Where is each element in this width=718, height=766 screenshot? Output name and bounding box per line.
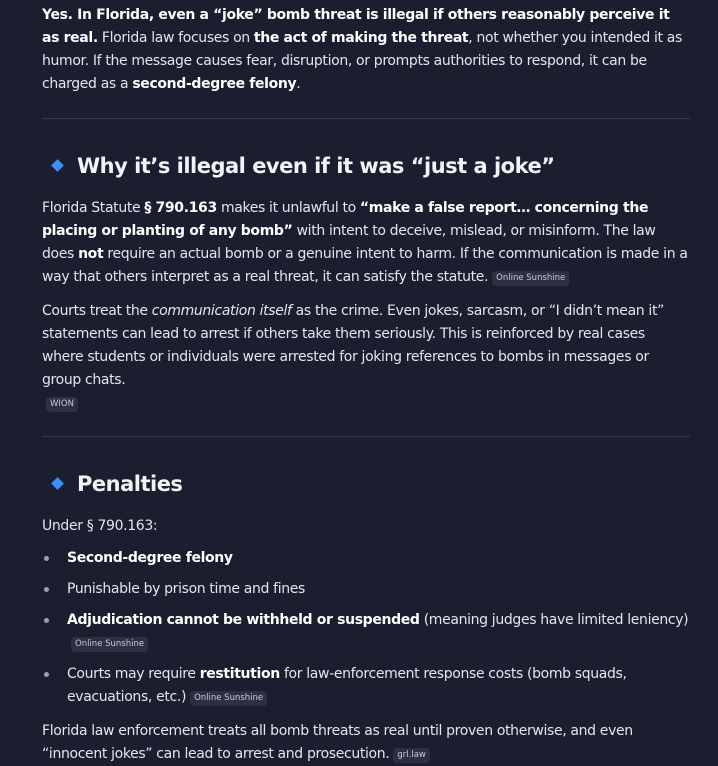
diamond-icon: [51, 477, 64, 490]
source-citation-badge[interactable]: Online Sunshine: [492, 271, 569, 286]
response-content: [42, 0, 690, 766]
source-citation-badge[interactable]: grl.law: [393, 748, 429, 763]
penalties-intro: Under § 790.163:: [42, 518, 158, 534]
section-heading: Why it’s illegal even if it was “just a joke”: [42, 152, 690, 180]
source-citation-badge[interactable]: Online Sunshine: [190, 691, 267, 706]
section-divider: [42, 118, 690, 119]
courts-paragraph: Courts treat the communication itself as the crime. Even jokes, sarcasm, or “I didn’t mean it” statements can lead to arrest if others take them seriously. This is reinforced by real cases where students or individuals were arrested for joking references to bombs in messages or group chats. WION: [42, 300, 690, 415]
penalties-list: [42, 547, 690, 709]
list-item: Adjudication cannot be withheld or suspended (meaning judges have limited leniency) Online Sunshine: [42, 609, 690, 655]
bullet-icon: [44, 672, 49, 677]
bullet-icon: [44, 587, 49, 592]
intro-lead: Yes. In Florida, even a “joke” bomb threat is illegal if others reasonably perceive it as real.: [42, 7, 670, 46]
bullet-icon: [44, 556, 49, 561]
source-citation-badge[interactable]: WION: [46, 397, 78, 412]
source-citation-badge[interactable]: Online Sunshine: [71, 637, 148, 652]
list-item: Courts may require restitution for law-enforcement response costs (bomb squads, evacuations, etc.) Online Sunshine: [42, 663, 690, 709]
section-divider: [42, 436, 690, 437]
list-item: Second-degree felony: [42, 547, 690, 570]
list-item: Punishable by prison time and fines: [42, 578, 690, 601]
diamond-icon: [51, 159, 64, 172]
closing-paragraph: Florida law enforcement treats all bomb threats as real until proven otherwise, and even “innocent jokes” can lead to arrest and prosecution. grl.law: [42, 723, 633, 762]
section-heading: Penalties: [42, 470, 690, 498]
statute-paragraph: Florida Statute § 790.163 makes it unlawful to “make a false report… concerning the placing or planting of any bomb” with intent to deceive, mislead, or misinform. The law does not require an actual bomb or a genuine intent to harm. If the communication is made in a way that others interpret as a real threat, it can satisfy the statute. Online Sunshine: [42, 200, 688, 285]
intro-paragraph: Yes. In Florida, even a “joke” bomb threat is illegal if others reasonably perceive it as real. Florida law focuses on the act of making the threat, not whether you intended it as humor. If the message causes fear, disruption, or prompts authorities to respond, it can be charged as a second-degree felony.: [42, 7, 682, 92]
bullet-icon: [44, 618, 49, 623]
